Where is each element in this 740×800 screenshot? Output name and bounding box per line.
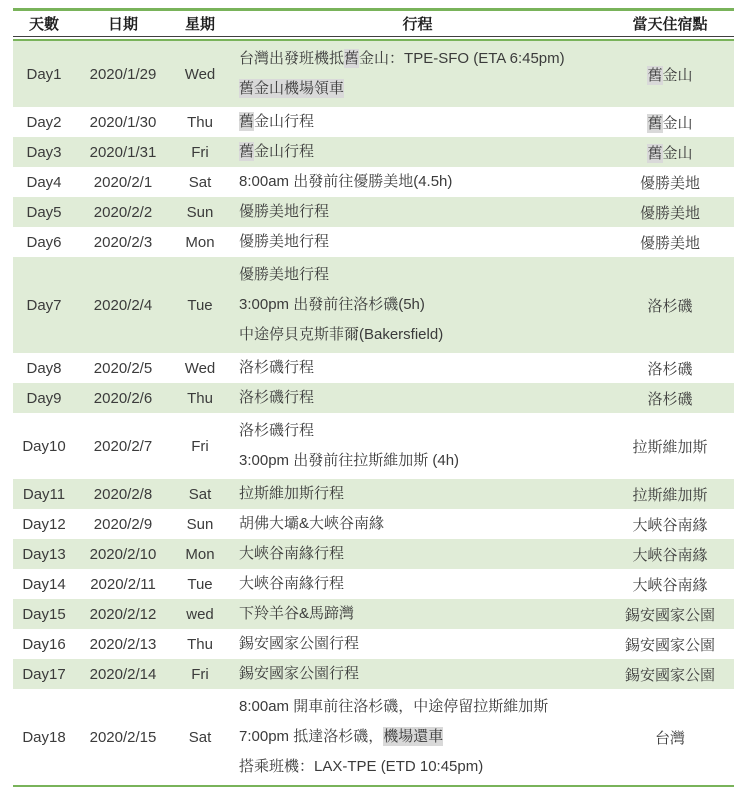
text-segment: 優勝美地	[639, 174, 700, 192]
date-cell: 2020/2/6	[93, 389, 153, 407]
stay-cell	[606, 664, 734, 685]
itinerary-lines	[239, 167, 606, 197]
weekday-cell: Sat	[188, 485, 212, 503]
weekday-cell: Tue	[187, 575, 213, 593]
text-segment: 台灣	[654, 729, 685, 747]
itinerary-line	[239, 722, 606, 752]
table-row	[13, 569, 734, 599]
table-bottom-border	[13, 785, 734, 787]
itinerary-cell	[229, 599, 606, 629]
itinerary-line	[239, 137, 606, 167]
table-body	[13, 41, 734, 785]
weekday-cell: Sat	[188, 173, 212, 191]
day-cell: Day10	[22, 437, 66, 455]
text-segment: 台灣出發班機抵	[239, 50, 345, 67]
highlighted-text: 舊金山機場領車	[239, 80, 345, 97]
text-segment: 大峽谷南緣	[632, 516, 708, 534]
itinerary-cell	[229, 569, 606, 599]
stay-cell	[606, 544, 734, 565]
table-row	[13, 137, 734, 167]
itinerary-line	[239, 569, 606, 599]
weekday-cell: wed	[186, 605, 214, 623]
itinerary-lines	[239, 257, 606, 353]
itinerary-cell	[229, 107, 606, 137]
date-cell: 2020/2/7	[93, 437, 153, 455]
highlighted-text: 舊	[239, 143, 255, 160]
weekday-cell: Mon	[185, 545, 215, 563]
text-segment: 優勝美地行程	[239, 266, 330, 283]
header-date: 日期	[107, 16, 138, 33]
itinerary-cell	[229, 41, 606, 107]
date-cell: 2020/1/31	[89, 143, 157, 161]
stay-cell	[606, 514, 734, 535]
itinerary-cell	[229, 197, 606, 227]
itinerary-line	[239, 290, 606, 320]
text-segment: 洛杉磯	[647, 297, 693, 315]
itinerary-lines	[239, 569, 606, 599]
table-row	[13, 689, 734, 785]
day-cell: Day8	[26, 359, 62, 377]
itinerary-line	[239, 599, 606, 629]
text-segment: 洛杉磯行程	[239, 422, 315, 439]
itinerary-lines	[239, 539, 606, 569]
itinerary-line	[239, 197, 606, 227]
text-segment: 錫安國家公園行程	[239, 635, 360, 652]
day-cell: Day4	[26, 173, 62, 191]
highlighted-text: 舊	[239, 113, 255, 130]
day-cell: Day16	[22, 635, 66, 653]
highlighted-text: 舊	[647, 66, 663, 84]
day-cell: Day17	[22, 665, 66, 683]
itinerary-line	[239, 752, 606, 782]
text-segment: 洛杉磯	[647, 360, 693, 378]
itinerary-cell	[229, 167, 606, 197]
date-cell: 2020/2/15	[89, 728, 157, 746]
table-row	[13, 479, 734, 509]
table-row	[13, 353, 734, 383]
table-row	[13, 629, 734, 659]
text-segment: 優勝美地	[639, 234, 700, 252]
date-cell: 2020/2/13	[89, 635, 157, 653]
itinerary-line	[239, 260, 606, 290]
date-cell: 2020/2/10	[89, 545, 157, 563]
table-row	[13, 599, 734, 629]
stay-cell	[606, 202, 734, 223]
date-cell: 2020/2/4	[93, 296, 153, 314]
table-row	[13, 659, 734, 689]
header-itinerary: 行程	[402, 16, 433, 33]
stay-cell	[606, 112, 734, 133]
itinerary-cell	[229, 383, 606, 413]
weekday-cell: Fri	[191, 437, 209, 455]
table-header-row	[13, 11, 734, 37]
text-segment: 下羚羊谷&馬蹄灣	[239, 605, 355, 622]
itinerary-line	[239, 74, 606, 104]
text-segment: 洛杉磯行程	[239, 389, 315, 406]
stay-cell	[606, 436, 734, 457]
itinerary-lines	[239, 137, 606, 167]
table-row	[13, 197, 734, 227]
weekday-cell: Sat	[188, 728, 212, 746]
text-segment: 胡佛大壩&大峽谷南緣	[239, 515, 385, 532]
itinerary-lines	[239, 107, 606, 137]
table-row	[13, 167, 734, 197]
date-cell: 2020/2/11	[90, 575, 156, 593]
itinerary-cell	[229, 257, 606, 353]
itinerary-lines	[239, 383, 606, 413]
day-cell: Day9	[26, 389, 62, 407]
itinerary-lines	[239, 197, 606, 227]
itinerary-lines	[239, 629, 606, 659]
text-segment: 拉斯維加斯	[632, 438, 708, 456]
table-row	[13, 227, 734, 257]
day-cell: Day13	[22, 545, 66, 563]
day-cell: Day11	[22, 485, 66, 503]
itinerary-line	[239, 167, 606, 197]
itinerary-lines	[239, 599, 606, 629]
weekday-cell: Fri	[191, 665, 209, 683]
text-segment: 大峽谷南緣行程	[239, 545, 345, 562]
text-segment: 洛杉磯行程	[239, 359, 315, 376]
itinerary-cell	[229, 353, 606, 383]
itinerary-line	[239, 416, 606, 446]
date-cell: 2020/1/29	[89, 65, 157, 83]
day-cell: Day15	[22, 605, 66, 623]
date-cell: 2020/2/14	[89, 665, 157, 683]
day-cell: Day1	[26, 65, 62, 83]
stay-cell	[606, 295, 734, 316]
date-cell: 2020/2/8	[93, 485, 153, 503]
itinerary-lines	[239, 479, 606, 509]
itinerary-cell	[229, 659, 606, 689]
text-segment: 金山	[662, 66, 693, 84]
text-segment: 3:00pm 出發前往洛杉磯(5h)	[239, 296, 425, 313]
day-cell: Day6	[26, 233, 62, 251]
table-row	[13, 257, 734, 353]
table-row	[13, 413, 734, 479]
itinerary-cell	[229, 629, 606, 659]
text-segment: 優勝美地	[639, 204, 700, 222]
text-segment: 8:00am 開車前往洛杉磯，中途停留拉斯維加斯	[239, 698, 549, 715]
text-segment: 金山：TPE-SFO (ETA 6:45pm)	[359, 50, 565, 67]
table-row	[13, 107, 734, 137]
text-segment: 大峽谷南緣	[632, 576, 708, 594]
day-cell: Day18	[22, 728, 66, 746]
stay-cell	[606, 172, 734, 193]
text-segment: 大峽谷南緣	[632, 546, 708, 564]
day-cell: Day5	[26, 203, 62, 221]
weekday-cell: Wed	[184, 359, 216, 377]
itinerary-lines	[239, 413, 606, 479]
weekday-cell: Fri	[191, 143, 209, 161]
text-segment: 錫安國家公園	[624, 606, 715, 624]
text-segment: 8:00am 出發前往優勝美地(4.5h)	[239, 173, 453, 190]
text-segment: 錫安國家公園	[624, 636, 715, 654]
itinerary-line	[239, 659, 606, 689]
text-segment: 優勝美地行程	[239, 233, 330, 250]
itinerary-cell	[229, 539, 606, 569]
weekday-cell: Thu	[187, 635, 213, 653]
date-cell: 2020/1/30	[89, 113, 157, 131]
text-segment: 7:00pm 抵達洛杉磯，	[239, 728, 384, 745]
date-cell: 2020/2/12	[89, 605, 157, 623]
itinerary-line	[239, 446, 606, 476]
weekday-cell: Thu	[187, 113, 213, 131]
itinerary-lines	[239, 659, 606, 689]
text-segment: 金山行程	[254, 113, 315, 130]
text-segment: 錫安國家公園行程	[239, 665, 360, 682]
itinerary-lines	[239, 41, 606, 107]
table-row	[13, 41, 734, 107]
text-segment: 拉斯維加斯	[632, 486, 708, 504]
itinerary-line	[239, 353, 606, 383]
itinerary-line	[239, 692, 606, 722]
highlighted-text: 舊	[647, 144, 663, 162]
table-row	[13, 509, 734, 539]
stay-cell	[606, 388, 734, 409]
day-cell: Day14	[22, 575, 66, 593]
itinerary-line	[239, 509, 606, 539]
day-cell: Day3	[26, 143, 62, 161]
stay-cell	[606, 634, 734, 655]
header-days: 天數	[28, 16, 59, 33]
text-segment: 錫安國家公園	[624, 666, 715, 684]
stay-cell	[606, 64, 734, 85]
highlighted-text: 舊	[647, 114, 663, 132]
itinerary-line	[239, 383, 606, 413]
stay-cell	[606, 484, 734, 505]
stay-cell	[606, 604, 734, 625]
date-cell: 2020/2/5	[93, 359, 153, 377]
itinerary-lines	[239, 509, 606, 539]
itinerary-line	[239, 44, 606, 74]
header-stay-point: 當天住宿點	[632, 16, 708, 33]
highlighted-text: 舊	[344, 50, 360, 67]
itinerary-cell	[229, 227, 606, 257]
weekday-cell: Sun	[186, 203, 214, 221]
day-cell: Day7	[26, 296, 62, 314]
itinerary-line	[239, 479, 606, 509]
itinerary-line	[239, 107, 606, 137]
weekday-cell: Wed	[184, 65, 216, 83]
day-cell: Day12	[22, 515, 66, 533]
date-cell: 2020/2/3	[93, 233, 153, 251]
date-cell: 2020/2/1	[93, 173, 153, 191]
itinerary-line	[239, 320, 606, 350]
itinerary-lines	[239, 689, 606, 785]
header-weekday: 星期	[184, 16, 215, 33]
text-segment: 金山行程	[254, 143, 315, 160]
weekday-cell: Mon	[185, 233, 215, 251]
itinerary-cell	[229, 689, 606, 785]
stay-cell	[606, 358, 734, 379]
date-cell: 2020/2/9	[93, 515, 153, 533]
stay-cell	[606, 232, 734, 253]
itinerary-line	[239, 227, 606, 257]
text-segment: 金山	[662, 144, 693, 162]
text-segment: 洛杉磯	[647, 390, 693, 408]
itinerary-cell	[229, 413, 606, 479]
weekday-cell: Tue	[187, 296, 213, 314]
text-segment: 優勝美地行程	[239, 203, 330, 220]
itinerary-cell	[229, 479, 606, 509]
text-segment: 搭乘班機：LAX-TPE (ETD 10:45pm)	[239, 758, 484, 775]
itinerary-table	[13, 8, 734, 787]
itinerary-lines	[239, 227, 606, 257]
date-cell: 2020/2/2	[93, 203, 153, 221]
day-cell: Day2	[26, 113, 62, 131]
stay-cell	[606, 574, 734, 595]
table-row	[13, 383, 734, 413]
itinerary-cell	[229, 137, 606, 167]
weekday-cell: Thu	[187, 389, 213, 407]
text-segment: 拉斯維加斯行程	[239, 485, 345, 502]
highlighted-text: 機場還車	[383, 728, 444, 745]
stay-cell	[606, 727, 734, 748]
text-segment: 中途停貝克斯菲爾(Bakersfield)	[239, 326, 444, 343]
itinerary-cell	[229, 509, 606, 539]
itinerary-line	[239, 629, 606, 659]
text-segment: 3:00pm 出發前往拉斯維加斯 (4h)	[239, 452, 460, 469]
table-row	[13, 539, 734, 569]
weekday-cell: Sun	[186, 515, 214, 533]
itinerary-line	[239, 539, 606, 569]
text-segment: 金山	[662, 114, 693, 132]
itinerary-lines	[239, 353, 606, 383]
stay-cell	[606, 142, 734, 163]
text-segment: 大峽谷南緣行程	[239, 575, 345, 592]
